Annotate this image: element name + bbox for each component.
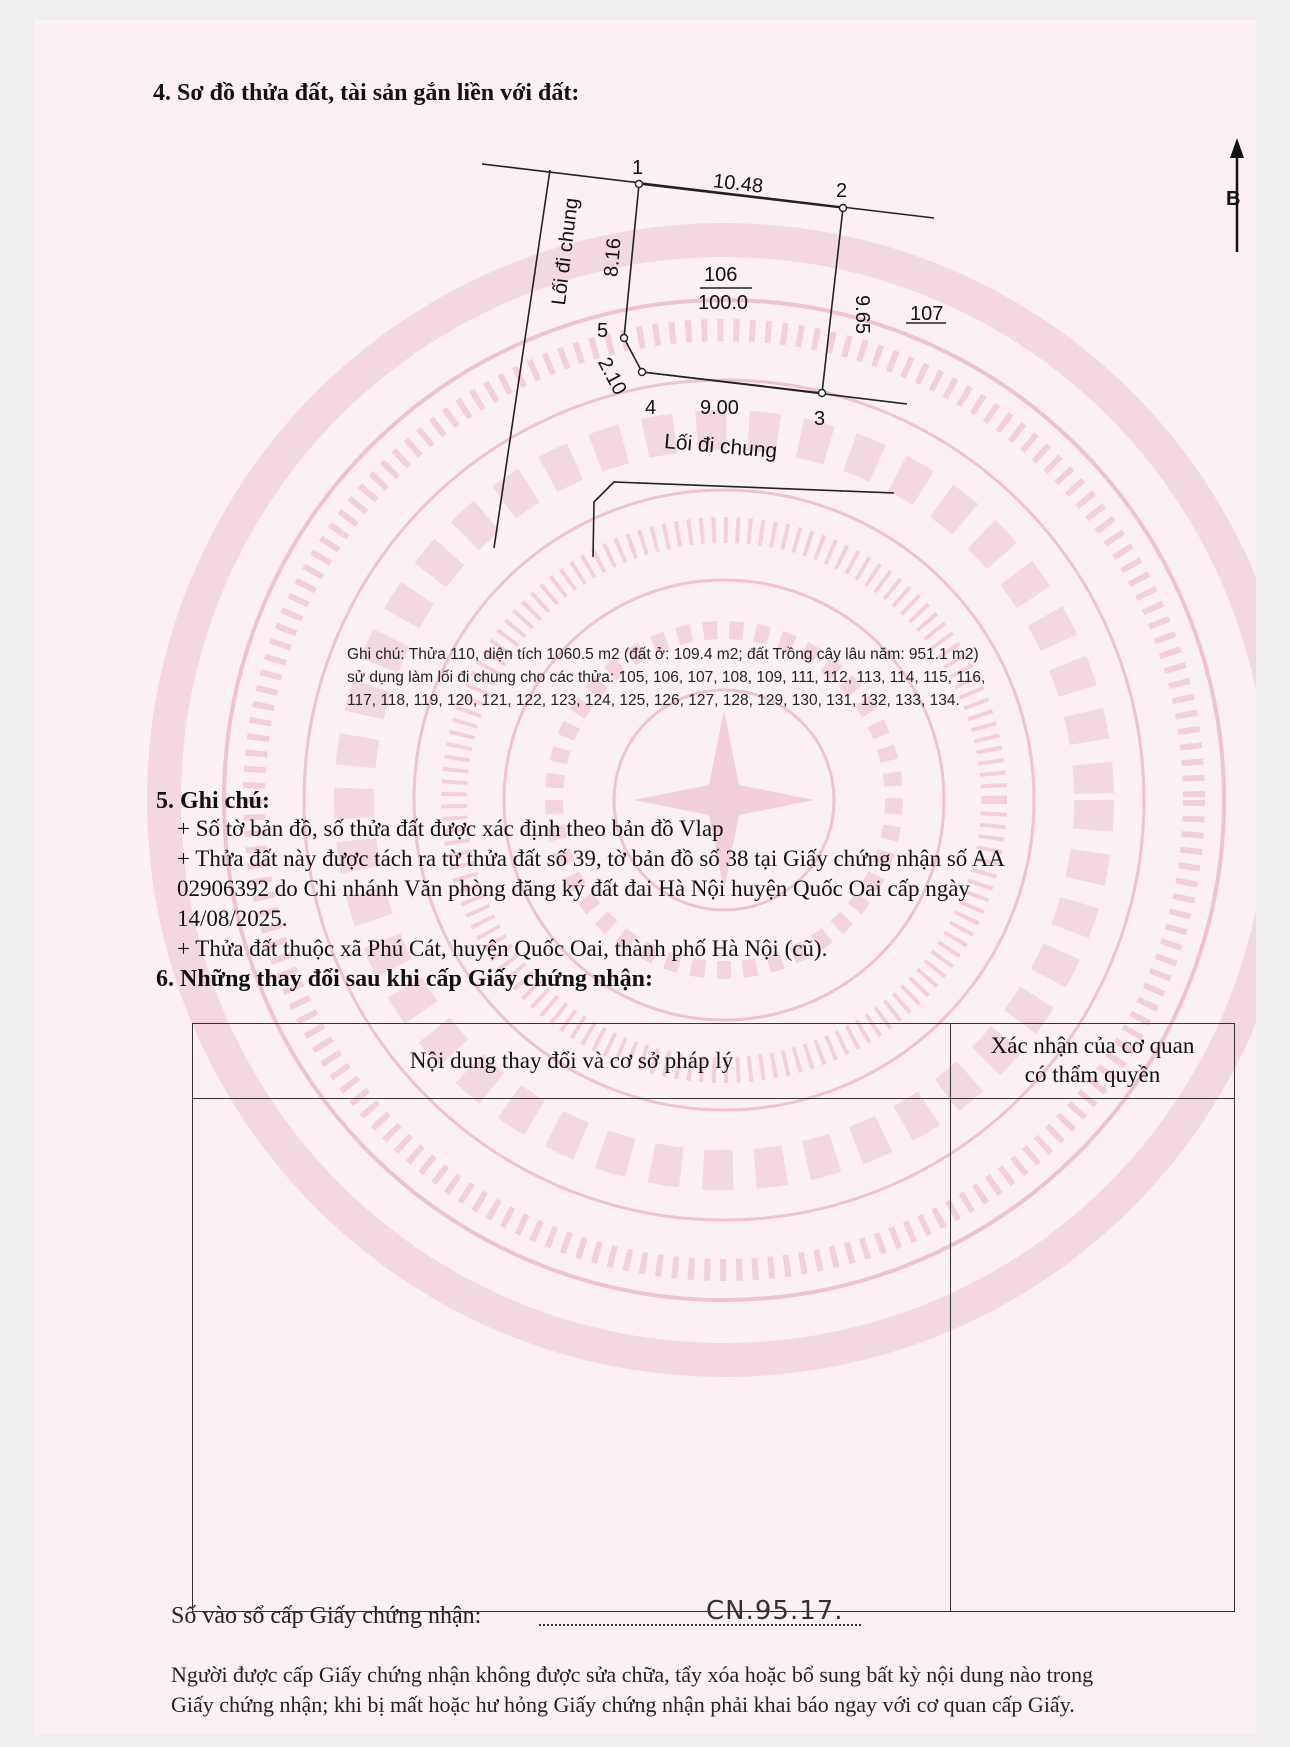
road-left-outer-line	[494, 170, 550, 548]
north-arrow-icon	[1230, 138, 1244, 158]
road-left-label: Lối đi chung	[547, 196, 583, 307]
section6-heading: 6. Những thay đổi sau khi cấp Giấy chứng nhận:	[156, 966, 653, 992]
parcel-edge-2-3	[822, 208, 843, 393]
point-4-label: 4	[645, 397, 657, 419]
edge-5-1-length: 8.16	[600, 237, 626, 278]
note-line: + Số tờ bản đồ, số thửa đất được xác định theo bản đồ Vlap	[177, 816, 724, 841]
register-label: Số vào sổ cấp Giấy chứng nhận:	[171, 1603, 482, 1629]
changes-content-cell	[193, 1099, 951, 1612]
changes-table	[192, 1023, 1235, 1612]
boundary-south-line	[642, 372, 907, 404]
north-label: B	[1226, 188, 1241, 210]
changes-col-confirm-header	[951, 1024, 1235, 1099]
edge-3-4-length: 9.00	[700, 397, 739, 419]
certificate-page	[34, 20, 1256, 1735]
point-2-label: 2	[836, 180, 848, 202]
diagram-note-line: Ghi chú: Thửa 110, diện tích 1060.5 m2 (đất ở: 109.4 m2; đất Trồng cây lâu năm: 951.1 m2)	[347, 646, 979, 663]
edge-2-3-length: 9.65	[850, 295, 873, 334]
point-3-marker	[819, 390, 826, 397]
register-number: CN.95.17.	[706, 1596, 844, 1626]
road-bottom-line	[593, 482, 894, 557]
note-line: + Thửa đất thuộc xã Phú Cát, huyện Quốc Oai, thành phố Hà Nội (cũ).	[177, 936, 828, 961]
note-line: 14/08/2025.	[177, 906, 288, 931]
parcel-number: 106	[704, 264, 738, 286]
point-1-label: 1	[632, 157, 644, 179]
point-5-label: 5	[597, 320, 609, 342]
point-4-marker	[639, 369, 646, 376]
confirm-header-line1: Xác nhận của cơ quan	[990, 1033, 1195, 1059]
plot-diagram	[34, 20, 1256, 640]
parcel-edge-5-1	[624, 184, 639, 338]
warning-line1: Người được cấp Giấy chứng nhận không được sửa chữa, tẩy xóa hoặc bổ sung bất kỳ nội dung nào trong	[171, 1662, 1094, 1687]
note-line: 02906392 do Chi nhánh Văn phòng đăng ký đất đai Hà Nội huyện Quốc Oai cấp ngày	[177, 876, 970, 901]
parcel-edge-4-5	[624, 338, 642, 372]
point-1-marker	[636, 181, 643, 188]
section4-heading: 4. Sơ đồ thửa đất, tài sản gắn liền với đất:	[153, 80, 580, 106]
point-5-marker	[621, 335, 628, 342]
warning-line2: Giấy chứng nhận; khi bị mất hoặc hư hỏng Giấy chứng nhận phải khai báo ngay với cơ quan cấp Giấy.	[171, 1692, 1075, 1717]
changes-confirm-cell	[951, 1099, 1235, 1612]
note-line: + Thửa đất này được tách ra từ thửa đất số 39, tờ bản đồ số 38 tại Giấy chứng nhận số AA	[177, 846, 1006, 871]
point-3-label: 3	[814, 408, 826, 430]
road-bottom-label: Lối đi chung	[663, 430, 779, 463]
section5-heading: 5. Ghi chú:	[156, 788, 271, 814]
edge-4-5-length: 2.10	[593, 353, 631, 399]
neighbor-parcel-number: 107	[910, 303, 944, 325]
confirm-header-line2: có thẩm quyền	[1024, 1062, 1161, 1087]
diagram-note-line: 117, 118, 119, 120, 121, 122, 123, 124, 125, 126, 127, 128, 129, 130, 131, 132, 133, 134.	[347, 692, 960, 709]
parcel-area: 100.0	[698, 292, 749, 314]
point-2-marker	[840, 205, 847, 212]
diagram-note-line: sử dụng làm lối đi chung cho các thửa: 105, 106, 107, 108, 109, 111, 112, 113, 114, 115, 116,	[347, 669, 986, 686]
changes-col-content-header: Nội dung thay đổi và cơ sở pháp lý	[193, 1024, 951, 1099]
edge-1-2-length: 10.48	[711, 170, 765, 198]
